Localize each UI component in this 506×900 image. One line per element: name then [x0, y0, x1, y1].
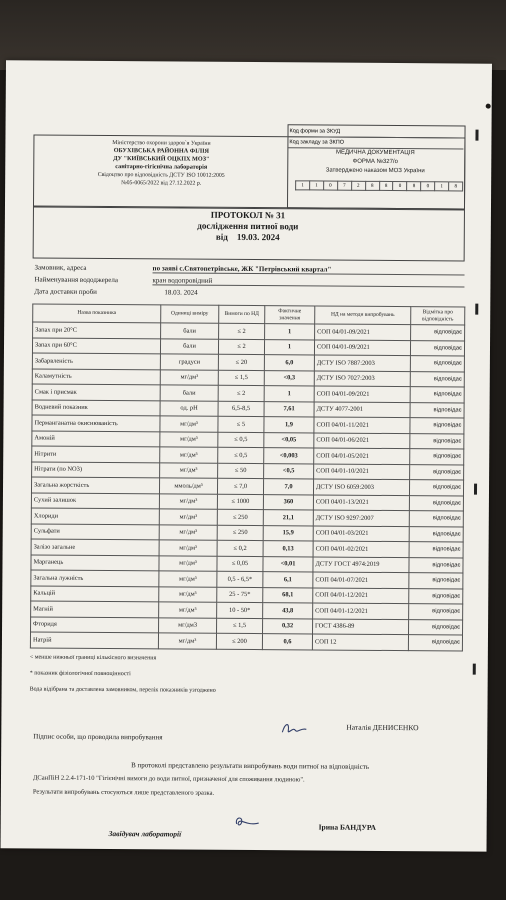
- binding-mark: [473, 664, 476, 675]
- unit-cell: мг/дм³: [159, 586, 217, 602]
- protocol-document: [1, 60, 492, 851]
- compliance-mark-cell: відповідає: [409, 480, 463, 496]
- source-label: Найменування вододжерела: [34, 275, 119, 285]
- unit-cell: бали: [161, 323, 219, 339]
- compliance-mark-cell: відповідає: [409, 557, 463, 573]
- requirement-cell: ≤ 20: [218, 354, 264, 370]
- unit-cell: мг/дм³: [160, 462, 218, 478]
- unit-cell: мг/дм³: [159, 555, 217, 571]
- code-zkud: Код форми за ЗКУД: [287, 126, 463, 138]
- requirement-cell: 25 - 75*: [217, 587, 263, 603]
- indicator-name-cell: Кальцій: [31, 585, 159, 601]
- compliance-mark-cell: відповідає: [409, 526, 463, 542]
- test-method-cell: ДСТУ ISO 7887:2003: [314, 355, 410, 371]
- unit-cell: мг/дм³: [159, 540, 217, 556]
- test-method-cell: ДСТУ ГОСТ 4974:2019: [313, 556, 409, 572]
- head-name: Ірина БАНДУРА: [318, 822, 376, 832]
- actual-value-cell: <0,3: [264, 370, 314, 386]
- certificate-text: Свідоцтво про відповідність ДСТУ ISO 10012:2005: [97, 171, 225, 179]
- protocol-date: 19.03. 2024: [236, 231, 280, 243]
- lab-info: [33, 138, 289, 188]
- protocol-title-block: [33, 208, 463, 244]
- requirement-cell: ≤ 7,0: [217, 478, 263, 494]
- unit-cell: мг/дм³: [159, 493, 217, 509]
- actual-value-cell: 15,9: [263, 525, 313, 541]
- binding-mark: [475, 304, 478, 315]
- form-number: ФОРМА №327/о: [352, 158, 398, 166]
- indicator-name-cell: Марганець: [31, 554, 159, 570]
- unit-cell: ммоль/дм³: [159, 478, 217, 494]
- test-method-cell: СОП 04/01-11/2021: [314, 417, 410, 433]
- delivery-label: Дата доставки проби: [34, 287, 97, 296]
- compliance-mark-cell: відповідає: [409, 542, 463, 558]
- actual-value-cell: 0,32: [263, 618, 313, 634]
- actual-value-cell: 360: [263, 494, 313, 510]
- actual-value-cell: 68,1: [263, 587, 313, 603]
- compliance-mark-cell: відповідає: [410, 449, 464, 465]
- requirement-cell: ≤ 0,05: [217, 556, 263, 572]
- compliance-mark-cell: відповідає: [409, 573, 463, 589]
- medical-doc-info: [287, 148, 463, 176]
- indicator-name-cell: Загальна жорсткість: [31, 477, 159, 493]
- indicator-name-cell: Запах при 20°С: [33, 322, 161, 338]
- indicator-name-cell: Амоній: [32, 430, 160, 446]
- protocol-title: ПРОТОКОЛ № 31: [210, 209, 286, 221]
- indicator-name-cell: Водневий показник: [32, 399, 160, 415]
- test-method-cell: СОП 04/01-12/2021: [313, 587, 409, 603]
- unit-cell: бали: [160, 385, 218, 401]
- requirement-cell: ≤ 250: [217, 525, 263, 541]
- unit-cell: бали: [160, 338, 218, 354]
- requirement-cell: ≤ 2: [219, 323, 265, 339]
- binding-mark: [474, 484, 477, 495]
- requirement-cell: ≤ 0,5: [218, 447, 264, 463]
- indicator-name-cell: Запах при 60°С: [32, 337, 160, 353]
- code-digit: 0: [323, 181, 337, 191]
- code-digit: 0: [393, 181, 407, 191]
- unit-cell: мг/дм³: [159, 509, 217, 525]
- requirement-cell: ≤ 0,2: [217, 540, 263, 556]
- head-label: Завідувач лабораторії: [108, 829, 182, 839]
- unit-cell: мг/дм³: [158, 633, 216, 649]
- unit-cell: мг/дм³: [159, 524, 217, 540]
- actual-value-cell: <0,01: [263, 556, 313, 572]
- code-digit: 1: [434, 181, 448, 191]
- unit-cell: мг/дм³: [160, 431, 218, 447]
- compliance-mark-cell: відповідає: [410, 464, 464, 480]
- indicator-name-cell: Каламутність: [32, 368, 160, 384]
- table-row: [30, 632, 462, 651]
- ministry-name: Міністерство охорони здоров`я України: [112, 140, 211, 147]
- indicator-name-cell: Сульфати: [31, 523, 159, 539]
- actual-value-cell: 1: [265, 324, 315, 340]
- test-method-cell: СОП 04/01-07/2021: [313, 572, 409, 588]
- test-method-cell: СОП 04/01-02/2021: [313, 541, 409, 557]
- form-codes: [287, 126, 463, 149]
- punch-hole: [486, 104, 491, 109]
- test-method-cell: ДСТУ ISO 7027:2003: [314, 370, 410, 386]
- indicator-name-cell: Залізо загальне: [31, 539, 159, 555]
- actual-value-cell: 6,1: [263, 572, 313, 588]
- test-method-cell: ДСТУ ISO 9297:2007: [313, 510, 409, 526]
- compliance-mark-cell: відповідає: [410, 387, 464, 403]
- indicator-name-cell: Сухий залишок: [31, 492, 159, 508]
- actual-value-cell: 1: [264, 339, 314, 355]
- test-method-cell: СОП 04/01-13/2021: [313, 494, 409, 510]
- actual-value-cell: 0,6: [262, 634, 312, 650]
- background-top: [0, 0, 506, 70]
- actual-value-cell: <0,003: [264, 448, 314, 464]
- unit-cell: од. pH: [160, 400, 218, 416]
- code-digit: 8: [406, 181, 420, 191]
- code-digit: 1: [295, 180, 309, 190]
- code-digit: 7: [337, 181, 351, 191]
- header-cell: Відмітка про відповідність: [411, 307, 465, 325]
- header-cell: Назва показника: [33, 304, 161, 323]
- delivery-value: 18.03. 2024: [164, 288, 198, 297]
- requirement-cell: ≤ 0,5: [218, 432, 264, 448]
- lab-name-3: санітарно-гігієнічна лабораторія: [115, 163, 208, 171]
- med-doc-title: МЕДИЧНА ДОКУМЕНТАЦІЯ: [335, 149, 415, 157]
- compliance-mark-cell: відповідає: [411, 325, 465, 341]
- tester-name: Наталія ДЕНИСЕНКО: [346, 722, 419, 733]
- indicator-name-cell: Нітрати (по NO3): [32, 461, 160, 477]
- actual-value-cell: 1,9: [264, 417, 314, 433]
- test-method-cell: СОП 04/01-03/2021: [313, 525, 409, 541]
- head-signature: [233, 814, 263, 830]
- requirement-cell: ≤ 1,5: [217, 618, 263, 634]
- conclusion-line-2: ДСанПіН 2.2.4-171-10 "Гігієнічні вимоги до води питної, призначеної для споживання людиною".: [32, 774, 305, 784]
- header-cell: Фактичне значення: [265, 306, 315, 324]
- compliance-mark-cell: відповідає: [410, 433, 464, 449]
- actual-value-cell: 1: [264, 386, 314, 402]
- unit-cell: градуси: [160, 354, 218, 370]
- actual-value-cell: 7,0: [263, 479, 313, 495]
- compliance-mark-cell: відповідає: [410, 418, 464, 434]
- indicator-name-cell: Загальна лужність: [31, 570, 159, 586]
- conclusion-line-1: В протоколі представлено результати випробувань води питної на відповідність: [131, 761, 370, 771]
- tester-label: Підпис особи, що проводила випробування: [33, 732, 163, 742]
- unit-cell: мг/дм³: [160, 416, 218, 432]
- unit-cell: мг/дм³: [160, 447, 218, 463]
- indicator-name-cell: Фторидя: [31, 616, 159, 632]
- lab-name-2: ДУ "КИЇВСЬКИЙ ОЦКПХ МОЗ": [113, 155, 210, 163]
- protocol-subtitle: дослідження питної води: [197, 220, 299, 232]
- header-cell: Вимоги по НД: [219, 305, 265, 323]
- indicator-name-cell: Хлориди: [31, 508, 159, 524]
- actual-value-cell: <0,05: [264, 432, 314, 448]
- requirement-cell: ≤ 2: [218, 385, 264, 401]
- test-method-cell: СОП 04/01-09/2021: [314, 386, 410, 402]
- compliance-mark-cell: відповідає: [408, 635, 462, 651]
- requirement-cell: ≤ 1,5: [218, 370, 264, 386]
- code-digit: 1: [309, 180, 323, 190]
- compliance-mark-cell: відповідає: [409, 511, 463, 527]
- indicator-name-cell: Смак і присмак: [32, 384, 160, 400]
- conclusion-line-3: Результати випробувань стосуються лише представленого зразка.: [32, 788, 215, 797]
- certificate-number: №05-0065/2022 від 27.12.2022 р.: [121, 180, 202, 187]
- results-table: [30, 303, 465, 651]
- binding-mark: [475, 130, 478, 141]
- actual-value-cell: 6,0: [264, 355, 314, 371]
- compliance-mark-cell: відповідає: [409, 619, 463, 635]
- indicator-name-cell: Натрій: [30, 632, 158, 648]
- test-method-cell: СОП 04/01-06/2021: [314, 432, 410, 448]
- test-method-cell: ГОСТ 4386-89: [313, 618, 409, 634]
- date-prefix: від: [215, 231, 228, 242]
- requirement-cell: 6,5-8,5: [218, 401, 264, 417]
- compliance-mark-cell: відповідає: [410, 371, 464, 387]
- code-digit: 2: [351, 181, 365, 191]
- code-digit: 8: [448, 181, 463, 191]
- customer-value: по заяві с.Святопетрівське, ЖК "Петрівський квартал": [153, 264, 465, 275]
- note-sampling: Вода відібрана та доставлена замовником, перелік показників узгоджено: [29, 686, 216, 694]
- requirement-cell: ≤ 5: [218, 416, 264, 432]
- customer-label: Замовник, адреса: [34, 263, 87, 272]
- tester-signature: [279, 720, 309, 738]
- unit-cell: мг/дм³: [159, 571, 217, 587]
- compliance-mark-cell: відповідає: [409, 495, 463, 511]
- compliance-mark-cell: відповідає: [410, 356, 464, 372]
- header-cell: Одиниці виміру: [161, 305, 219, 323]
- actual-value-cell: <0,5: [264, 463, 314, 479]
- actual-value-cell: 21,1: [263, 510, 313, 526]
- indicator-name-cell: Магній: [31, 601, 159, 617]
- code-zkpo: Код закладу за ЗКПО: [287, 137, 463, 149]
- requirement-cell: ≤ 50: [218, 463, 264, 479]
- compliance-mark-cell: відповідає: [410, 340, 464, 356]
- unit-cell: мг/дм3: [159, 617, 217, 633]
- code-digits: [295, 180, 463, 191]
- test-method-cell: ДСТУ 4077-2001: [314, 401, 410, 417]
- approved-text: Затверджено наказом МОЗ України: [325, 167, 425, 175]
- indicator-name-cell: Забарвленість: [32, 353, 160, 369]
- test-method-cell: СОП 12: [312, 634, 408, 650]
- actual-value-cell: 0,13: [263, 541, 313, 557]
- requirement-cell: ≤ 250: [217, 509, 263, 525]
- indicator-name-cell: Нітрити: [32, 446, 160, 462]
- test-method-cell: СОП 04/01-09/2021: [315, 324, 411, 340]
- requirement-cell: 0,5 - 6,5*: [217, 571, 263, 587]
- test-method-cell: СОП 04/01-09/2021: [314, 339, 410, 355]
- unit-cell: мг/дм³: [159, 602, 217, 618]
- code-digit: 8: [379, 181, 393, 191]
- actual-value-cell: 43,8: [263, 603, 313, 619]
- unit-cell: мг/дм³: [160, 369, 218, 385]
- indicator-name-cell: Перманганатна окиснюваність: [32, 415, 160, 431]
- requirement-cell: ≤ 200: [216, 633, 262, 649]
- test-method-cell: СОП 04/01-10/2021: [314, 463, 410, 479]
- code-digit: 0: [420, 181, 434, 191]
- requirement-cell: ≤ 2: [218, 339, 264, 355]
- compliance-mark-cell: відповідає: [409, 604, 463, 620]
- lab-name-1: ОБУХІВСЬКА РАЙОННА ФІЛІЯ: [113, 147, 210, 155]
- test-method-cell: ДСТУ ISO 6059:2003: [313, 479, 409, 495]
- note-below-limit: < менше нижньої границі кількісного визначення: [29, 654, 157, 662]
- test-method-cell: СОП 04/01-05/2021: [314, 448, 410, 464]
- actual-value-cell: 7,61: [264, 401, 314, 417]
- source-value: кран водопровідний: [152, 276, 464, 287]
- requirement-cell: 10 - 50*: [217, 602, 263, 618]
- compliance-mark-cell: відповідає: [410, 402, 464, 418]
- header-cell: НД на методи випробувань: [315, 306, 411, 325]
- code-digit: 8: [365, 181, 379, 191]
- compliance-mark-cell: відповідає: [409, 588, 463, 604]
- test-method-cell: СОП 04/01-12/2021: [313, 603, 409, 619]
- requirement-cell: ≤ 1000: [217, 494, 263, 510]
- note-physiological: * показник фізіологічної повноцінності: [29, 670, 131, 678]
